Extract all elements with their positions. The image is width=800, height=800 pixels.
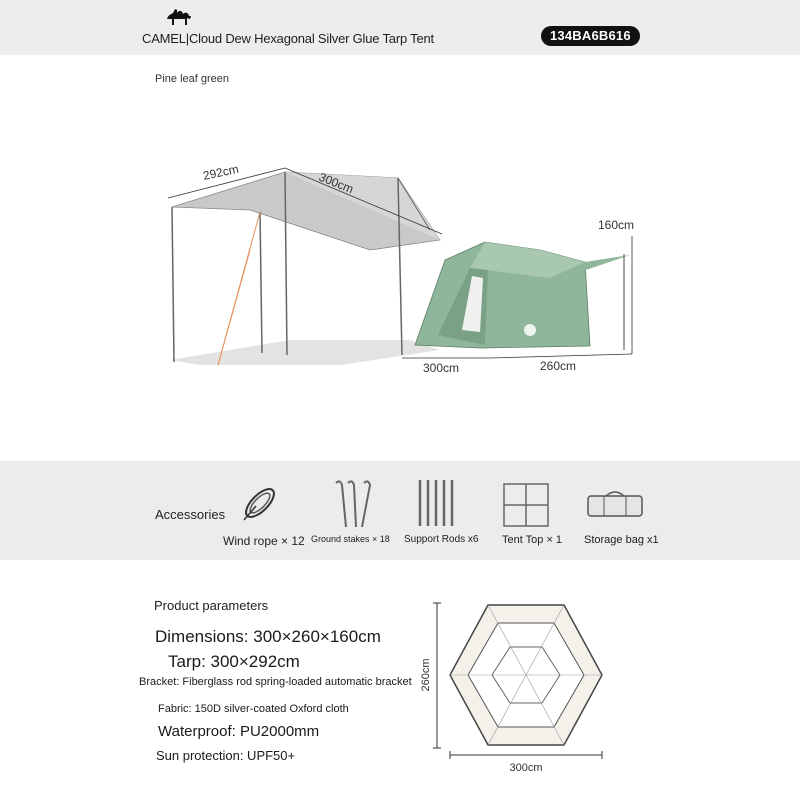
tarp-length-label: 300cm xyxy=(316,169,356,197)
tarp-pole xyxy=(260,212,262,353)
ground-stakes-label: Ground stakes × 18 xyxy=(311,534,390,544)
storage-bag-label: Storage bag x1 xyxy=(584,534,659,546)
floorplan-width-label: 300cm xyxy=(509,762,543,774)
accessories-title: Accessories xyxy=(155,507,226,522)
param-bracket: Bracket: Fiberglass rod spring-loaded automatic bracket xyxy=(139,676,412,688)
tarp-width-label: 292cm xyxy=(201,161,240,183)
tarp-shadow xyxy=(170,340,440,365)
support-rods-icon xyxy=(414,478,460,528)
height-label: 160cm xyxy=(598,218,635,232)
wind-rope-label: Wind rope × 12 xyxy=(223,534,305,548)
param-fabric: Fabric: 150D silver-coated Oxford cloth xyxy=(158,703,349,715)
tent-top-icon xyxy=(502,482,550,528)
param-sun-protection: Sun protection: UPF50+ xyxy=(156,748,296,763)
parameters-heading: Product parameters xyxy=(154,598,269,613)
color-variant-label: Pine leaf green xyxy=(155,73,229,85)
tent-logo xyxy=(524,324,536,336)
param-tarp: Tarp: 300×292cm xyxy=(168,652,300,671)
storage-bag-icon xyxy=(586,488,644,518)
accessories-section xyxy=(0,461,800,560)
param-waterproof: Waterproof: PU2000mm xyxy=(158,723,320,740)
guy-rope xyxy=(218,212,260,365)
floorplan-height-label: 260cm xyxy=(420,658,432,692)
floorplan-diagram xyxy=(412,595,622,775)
camel-logo-icon xyxy=(165,5,193,27)
param-dimensions: Dimensions: 300×260×160cm xyxy=(155,627,381,646)
width-label: 260cm xyxy=(540,359,577,373)
tarp-pole xyxy=(172,207,174,362)
support-rods-label: Support Rods x6 xyxy=(404,534,479,545)
ground-stakes-icon xyxy=(328,477,382,529)
dim-line-width xyxy=(490,354,632,358)
depth-label: 300cm xyxy=(423,361,460,375)
wind-rope-icon xyxy=(236,480,284,526)
tent-illustration xyxy=(140,150,660,380)
sku-badge: 134BA6B616 xyxy=(541,26,640,46)
product-title: CAMEL|Cloud Dew Hexagonal Silver Glue Tarp Tent xyxy=(142,31,434,46)
tent-top-label: Tent Top × 1 xyxy=(502,534,563,546)
header-bar xyxy=(0,0,800,55)
